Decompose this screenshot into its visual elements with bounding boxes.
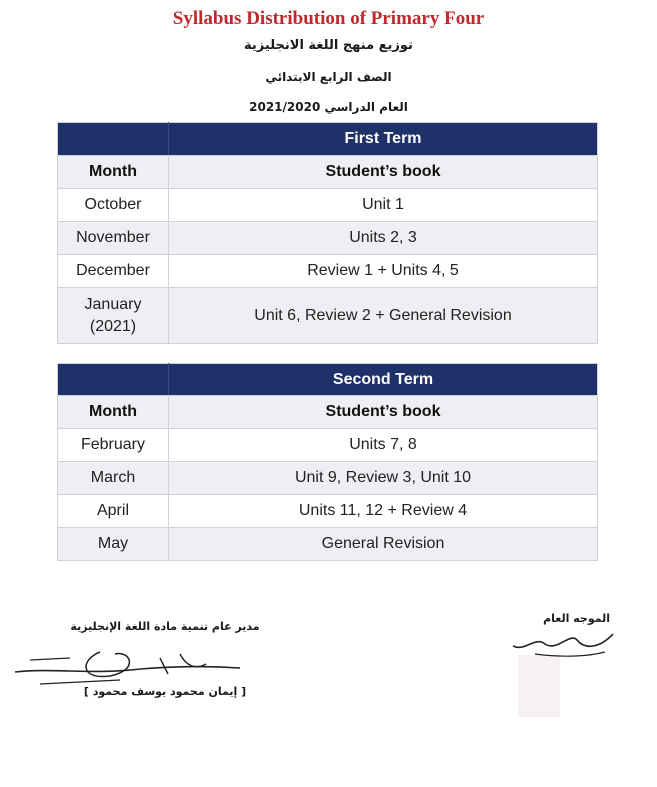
faint-stamp — [518, 655, 560, 717]
left-signatory-title: مدير عام تنمية مادة اللغة الإنجليزية — [70, 620, 260, 633]
table-header-row — [58, 123, 598, 156]
column-header-month: Month — [58, 396, 169, 429]
table-row — [58, 462, 598, 495]
month-cell: April — [58, 495, 169, 528]
table-row — [58, 189, 598, 222]
month-cell — [58, 288, 169, 344]
month-cell: March — [58, 462, 169, 495]
month-cell: May — [58, 528, 169, 561]
column-header-row — [58, 156, 598, 189]
column-header-month: Month — [58, 156, 169, 189]
arabic-year: العام الدراسي 2021/2020 — [249, 100, 408, 114]
book-cell: Unit 6, Review 2 + General Revision — [169, 288, 598, 344]
table-row — [58, 255, 598, 288]
table-row — [58, 288, 598, 344]
header-blank-cell — [58, 364, 169, 396]
right-handwritten-signature — [505, 622, 625, 662]
arabic-grade: الصف الرابع الابتدائي — [265, 70, 392, 84]
arabic-subtitle: توزيع منهج اللغة الانجليزية — [244, 38, 413, 53]
column-header-book: Student’s book — [169, 156, 598, 189]
column-header-row — [58, 396, 598, 429]
book-cell: Units 7, 8 — [169, 429, 598, 462]
table-row — [58, 495, 598, 528]
right-signatory-title: الموجه العام — [543, 612, 610, 625]
second-term-table — [57, 363, 598, 561]
book-cell: Units 11, 12 + Review 4 — [169, 495, 598, 528]
month-year: (2021) — [89, 317, 137, 335]
book-cell: Units 2, 3 — [169, 222, 598, 255]
table-row — [58, 528, 598, 561]
month-name: January — [84, 295, 142, 313]
book-cell: Review 1 + Units 4, 5 — [169, 255, 598, 288]
table-row — [58, 222, 598, 255]
first-term-table — [57, 122, 598, 344]
left-handwritten-signature — [10, 640, 250, 690]
term-heading: Second Term — [169, 364, 598, 396]
table-row — [58, 429, 598, 462]
book-cell: General Revision — [169, 528, 598, 561]
month-cell: December — [58, 255, 169, 288]
month-cell: November — [58, 222, 169, 255]
month-cell: February — [58, 429, 169, 462]
month-cell: October — [58, 189, 169, 222]
document-title: Syllabus Distribution of Primary Four — [172, 8, 485, 29]
header-blank-cell — [58, 123, 169, 156]
table-header-row — [58, 364, 598, 396]
left-signatory-name: [ إيمان محمود يوسف محمود ] — [83, 685, 247, 698]
term-heading: First Term — [169, 123, 598, 156]
book-cell: Unit 1 — [169, 189, 598, 222]
book-cell: Unit 9, Review 3, Unit 10 — [169, 462, 598, 495]
column-header-book: Student’s book — [169, 396, 598, 429]
